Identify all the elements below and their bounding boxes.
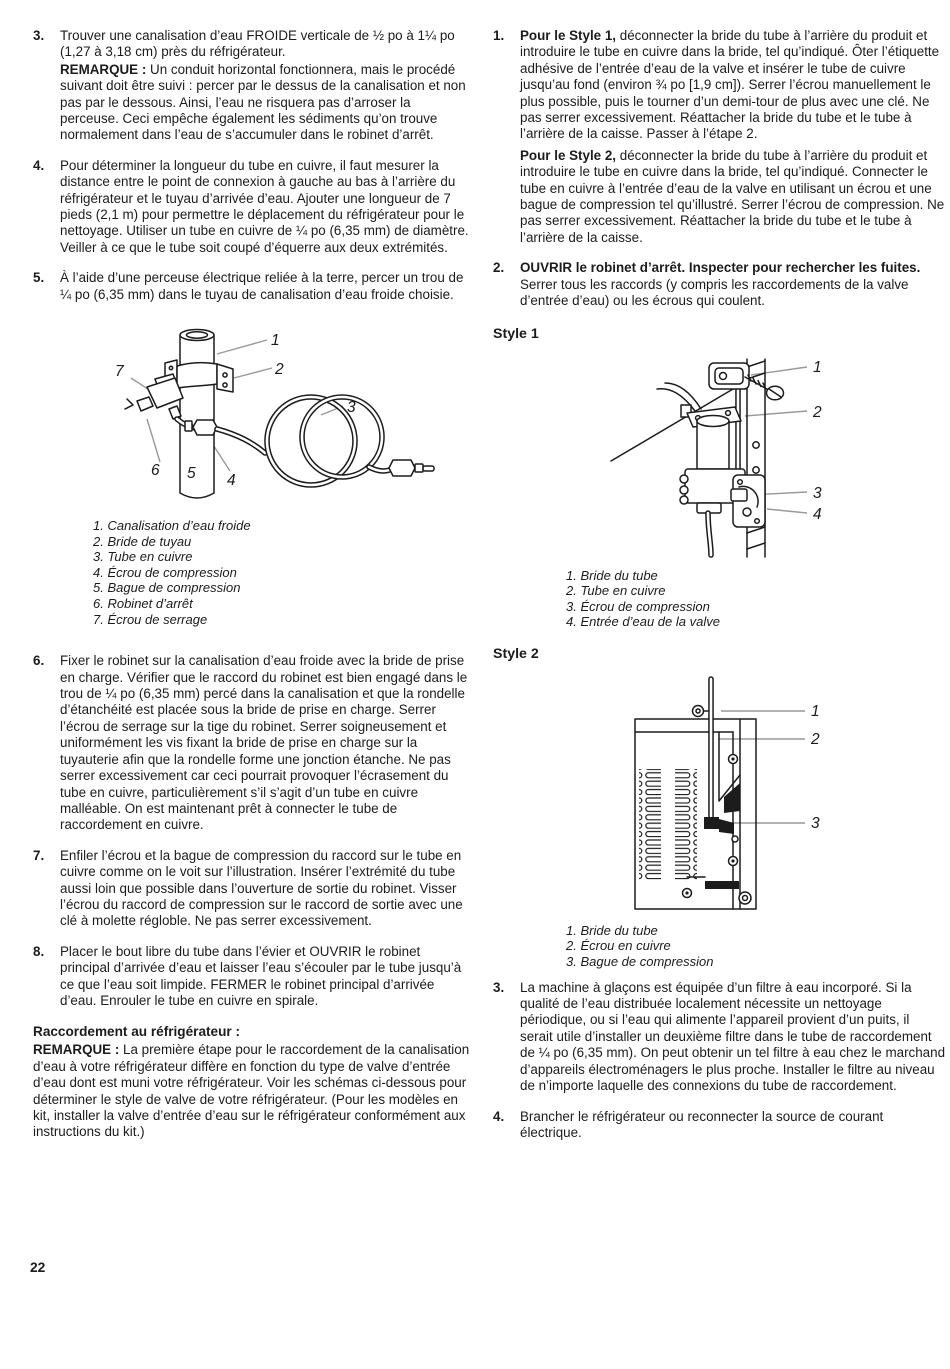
step-r1-number: 1. bbox=[493, 28, 505, 43]
step-8-text: Placer le bout libre du tube dans l’évier et OUVRIR le robinet principal d’arrivée d’eau et laisser l’eau s’écouler par le tube jusqu’à ce que l’eau soit limpide. FERMER le robinet principal d’arrivée d’eau. Enrouler le tube en cuivre en spirale. bbox=[60, 943, 462, 1008]
step-5-text: À l’aide d’une perceuse électrique reliée à la terre, percer un trou de ¼ po (6,35 mm) dans le tuyau de canalisation d’eau froide choisie. bbox=[60, 270, 464, 302]
ouvrir-text: Serrer tous les raccords (y compris les raccordements de la valve d’entrée d’eau) ou les écrous qui coulent. bbox=[520, 276, 909, 309]
figure2-caption-list bbox=[566, 568, 945, 630]
fig2-caption-3: 3. Écrou de compression bbox=[566, 598, 710, 614]
fig1-callout-6: 6 bbox=[151, 462, 160, 480]
step-3-text: Trouver une canalisation d’eau FROIDE verticale de ½ po à 1¼ po (1,27 à 3,18 cm) près du réfrigérateur. bbox=[60, 28, 455, 60]
figure-style2-rear-diagram bbox=[621, 671, 945, 919]
step-3 bbox=[33, 28, 470, 144]
style1-heading: Style 1 bbox=[493, 325, 539, 342]
fig1-caption-5: 5. Bague de compression bbox=[93, 580, 241, 596]
step-r1 bbox=[493, 28, 945, 246]
remarque-label: REMARQUE : bbox=[60, 61, 147, 77]
fig1-callout-3: 3 bbox=[347, 399, 356, 417]
raccordement-heading: Raccordement au réfrigérateur : bbox=[33, 1024, 240, 1040]
step-5 bbox=[33, 270, 470, 303]
fig1-callout-4: 4 bbox=[227, 472, 236, 490]
step-r1-style1-para bbox=[520, 28, 945, 143]
step-4-number: 4. bbox=[33, 157, 45, 173]
step-8 bbox=[33, 944, 470, 1010]
fig2-callout-4: 4 bbox=[813, 505, 822, 523]
page-number: 22 bbox=[30, 1260, 46, 1275]
left-column bbox=[33, 0, 470, 1141]
style1-text: déconnecter la bride du tube à l’arrière du produit et introduire le tube en cuivre dans la bride, tel qu’indiqué. Ôter l’étiquette adhésive de l’entrée d’eau de la valve et insérer le tube de cuivre jusqu’au fond (environ ¾ po [1,9 cm]). Serrer l’écrou manuellement le plus possible, puis le tourner d’un demi-tour de plus avec une clé. Ne pas serrer excessivement. Réattacher la bride du tube et le tube à l’arrière de la caisse. Passer à l’étape 2. bbox=[520, 28, 940, 142]
fig3-callout-2: 2 bbox=[811, 730, 820, 748]
remarque2-text: La première étape pour le raccordement de la canalisation d’eau à votre réfrigérateur diffère en fonction du type de valve d’entrée d’eau dont est muni votre réfrigérateur. Voir les schémas ci-dessous pour déterminer le style de valve de votre réfrigérateur. (Pour les modèles en kit, installer la valve d’entrée d’eau sur le réfrigérateur conformément aux instructions du kit.) bbox=[33, 1042, 470, 1140]
fig1-callout-2: 2 bbox=[275, 361, 284, 379]
step-7 bbox=[33, 848, 470, 930]
fig3-callout-1: 1 bbox=[811, 702, 820, 720]
style2-text: déconnecter la bride du tube à l’arrière du produit et introduire le tube en cuivre dans la bride, tel qu’indiqué. Connecter le tube en cuivre à l’entrée d’eau de la valve en utilisant un écrou et une bague de compression tel qu’illustré. Serrer l’écrou de compression. Ne pas serrer excessivement. Réattacher la bride du tube et le tube à l’arrière de la caisse. bbox=[520, 147, 945, 245]
step-5-number: 5. bbox=[33, 270, 45, 286]
fig1-callout-1: 1 bbox=[271, 332, 280, 350]
fig1-caption-3: 3. Tube en cuivre bbox=[93, 549, 193, 565]
style2-lead: Pour le Style 2, bbox=[520, 147, 617, 163]
fig2-caption-4: 4. Entrée d’eau de la valve bbox=[566, 614, 720, 630]
fig2-caption-2: 2. Tube en cuivre bbox=[566, 583, 666, 599]
step-r2-para bbox=[520, 260, 945, 309]
figure1-caption-list bbox=[93, 518, 470, 627]
fig1-caption-6: 6. Robinet d’arrêt bbox=[93, 596, 193, 612]
step-3-note bbox=[60, 62, 470, 144]
figure-style1-valve-diagram bbox=[595, 349, 945, 566]
fig2-callout-2: 2 bbox=[813, 403, 822, 421]
fig2-caption-1: 1. Bride du tube bbox=[566, 567, 658, 583]
step-6-number: 6. bbox=[33, 653, 45, 669]
ouvrir-lead: OUVRIR le robinet d’arrêt. Inspecter pour rechercher les fuites. bbox=[520, 260, 921, 276]
remarque-text: Un conduit horizontal fonctionnera, mais le procédé suivant doit être suivi : percer par le dessus de la canalisation et non pas par le dessous. Ainsi, l’eau ne risquera pas d’arroser la perceuse. Ceci empêche également les sédiments qu’on trouve normalement dans l’eau de s’accumuler dans le robinet d’arrêt. bbox=[60, 61, 466, 143]
step-6-text: Fixer le robinet sur la canalisation d’eau froide avec la bride de prise en charge. Vérifier que le raccord du robinet est bien engagé dans le trou de ¼ po (6,35 mm) percé dans la canalisation et que la rondelle d’étanchéité est placée sous la bride de prise en charge. Serrer l’écrou de serrage sur la tige du robinet. Serrer soigneusement et uniformément les vis fixant la bride de prise en charge sur la tuyauterie afin que la rondelle forme une jonction étanche. Ne pas serrer excessivement car ceci pourrait provoquer l’écrasement du tube en cuivre, particulièrement s’il s’agit d’un tube en cuivre malléable. On est maintenant prêt à connecter le tube de raccordement en cuivre. bbox=[60, 653, 468, 833]
cold-water-pipe-illustration bbox=[81, 323, 471, 509]
figure-cold-water-pipe-diagram bbox=[81, 323, 470, 514]
style2-heading: Style 2 bbox=[493, 645, 539, 662]
step-r2 bbox=[493, 260, 945, 309]
step-r4-number: 4. bbox=[493, 1108, 505, 1124]
fig1-caption-7: 7. Écrou de serrage bbox=[93, 611, 208, 627]
fig3-caption-1: 1. Bride du tube bbox=[566, 922, 658, 938]
right-column bbox=[493, 0, 945, 1155]
step-r4 bbox=[493, 1109, 945, 1142]
fig1-callout-5: 5 bbox=[187, 465, 196, 483]
step-4 bbox=[33, 158, 470, 256]
fig1-caption-1: 1. Canalisation d’eau froide bbox=[93, 518, 251, 534]
step-6 bbox=[33, 653, 470, 833]
fig1-caption-2: 2. Bride de tuyau bbox=[93, 533, 192, 549]
fig3-caption-3: 3. Bague de compression bbox=[566, 954, 714, 970]
style2-rear-illustration bbox=[621, 671, 846, 914]
fig3-callout-3: 3 bbox=[811, 814, 820, 832]
fig2-callout-3: 3 bbox=[813, 484, 822, 502]
fig2-callout-1: 1 bbox=[813, 358, 822, 376]
remarque2-label: REMARQUE : bbox=[33, 1042, 120, 1058]
step-7-number: 7. bbox=[33, 847, 45, 863]
step-r2-number: 2. bbox=[493, 260, 505, 276]
step-4-text: Pour déterminer la longueur du tube en cuivre, il faut mesurer la distance entre le point de connexion à gauche au bas à l’arrière du réfrigérateur et le tuyau d’arrivée d’eau. Ajouter une longueur de 7 pieds (2,1 m) pour permettre le déplacement du réfrigérateur pour le nettoyage. Utiliser un tube en cuivre de ¼ po (6,35 mm) de diamètre. Veiller à ce que le tube soit coupé d’équerre aux deux extrémités. bbox=[60, 157, 469, 255]
step-8-number: 8. bbox=[33, 943, 45, 959]
step-r4-text: Brancher le réfrigérateur ou reconnecter la source de courant électrique. bbox=[520, 1108, 884, 1140]
figure3-caption-list bbox=[566, 923, 945, 970]
fig1-callout-7: 7 bbox=[115, 363, 124, 381]
step-r3-text: La machine à glaçons est équipée d’un filtre à eau incorporé. Si la qualité de l’eau distribuée localement nécessite un nettoyage périodique, ou si l’eau qui alimente l’appareil provient d’un puits, il serait utile d’installer un deuxième filtre dans le tube de raccordement de ¼ po (6,35 mm). On peut obtenir un tel filtre à eau chez le marchand d’appareils électroménagers le plus proche. Installer le filtre au niveau de n’importe laquelle des connexions du tube de raccordement. bbox=[520, 979, 946, 1094]
style1-lead: Pour le Style 1, bbox=[520, 28, 617, 43]
step-r3-number: 3. bbox=[493, 979, 505, 995]
step-7-text: Enfiler l’écrou et la bague de compression du raccord sur le tube en cuivre comme on le voit sur l’illustration. Insérer l’extrémité du tube aussi loin que possible dans l’ouverture de sortie du robinet. Visser l’écrou du raccord de compression sur le raccord de sortie avec une clé à molette régloble. Ne pas serrer excessivement. bbox=[60, 847, 463, 929]
step-r3 bbox=[493, 980, 945, 1095]
step-3-number: 3. bbox=[33, 28, 45, 43]
fig1-caption-4: 4. Écrou de compression bbox=[93, 564, 237, 580]
step-r1-style2-para bbox=[520, 148, 945, 246]
raccordement-note bbox=[33, 1042, 470, 1140]
style1-valve-illustration bbox=[595, 349, 940, 561]
fig3-caption-2: 2. Écrou en cuivre bbox=[566, 938, 671, 954]
